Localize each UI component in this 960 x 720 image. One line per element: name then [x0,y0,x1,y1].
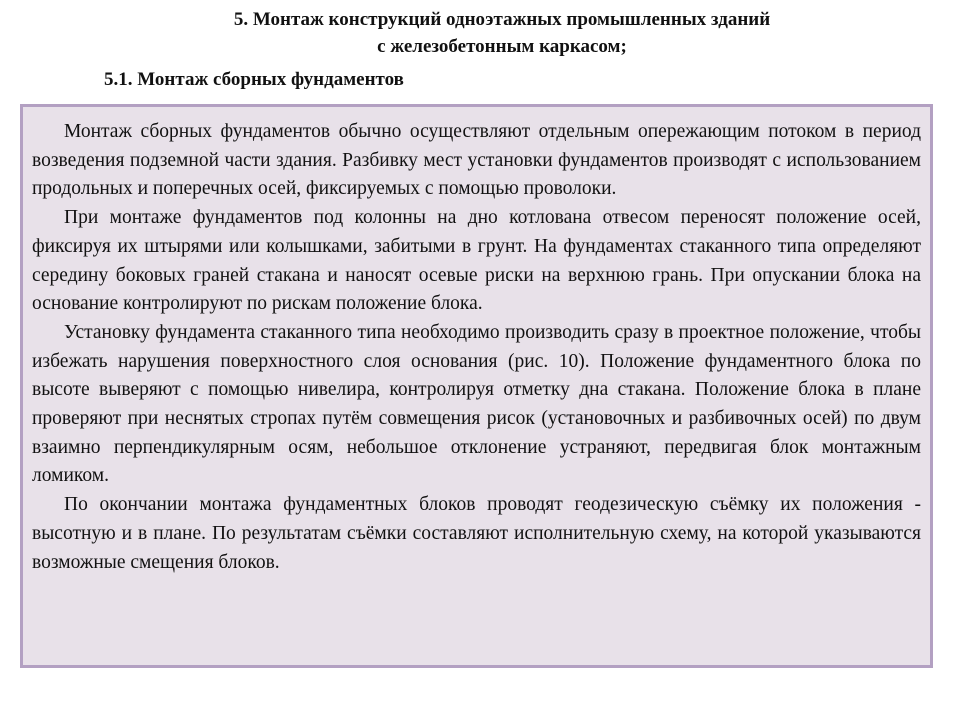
page-title-line-1: 5. Монтаж конструкций одноэтажных промышленных зданий [233,9,771,30]
page-title-line-2: с железобетонным каркасом; [377,36,627,57]
content-box [20,104,933,668]
slide-header [0,6,960,60]
section-subtitle: 5.1. Монтаж сборных фундаментов [104,69,404,90]
paragraph-3: Установку фундамента стаканного типа необходимо производить сразу в проектное положение, чтобы избежать нарушения поверхностного слоя основания (рис. 10). Положение фундаментного блока по высоте выверяют с помощью нивелира, контролируя отметку дна стакана. Положение блока в плане проверяют при неснятых стропах путём совмещения рисок (установочных и разбивочных осей) по двум взаимно перпендикулярным осям, небольшое отклонение устраняют, передвигая блок монтажным ломиком. [32,321,921,487]
paragraph-2: При монтаже фундаментов под колонны на дно котлована отвесом переносят положение осей, фиксируя их штырями или колышками, забитыми в грунт. На фундаментах стаканного типа определяют середину боковых граней стакана и наносят осевые риски на верхнюю грань. При опускании блока на основание контролируют по рискам положение блока. [32,207,921,315]
paragraph-1: Монтаж сборных фундаментов обычно осуществляют отдельным опережающим потоком в период возведения подземной части здания. Разбивку мест установки фундаментов производят с использованием продольных и поперечных осей, фиксируемых с помощью проволоки. [32,121,921,200]
paragraph-4: По окончании монтажа фундаментных блоков проводят геодезическую съёмку их положения - высотную и в плане. По результатам съёмки составляют исполнительную схему, на которой указываются возможные смещения блоков. [32,494,921,573]
